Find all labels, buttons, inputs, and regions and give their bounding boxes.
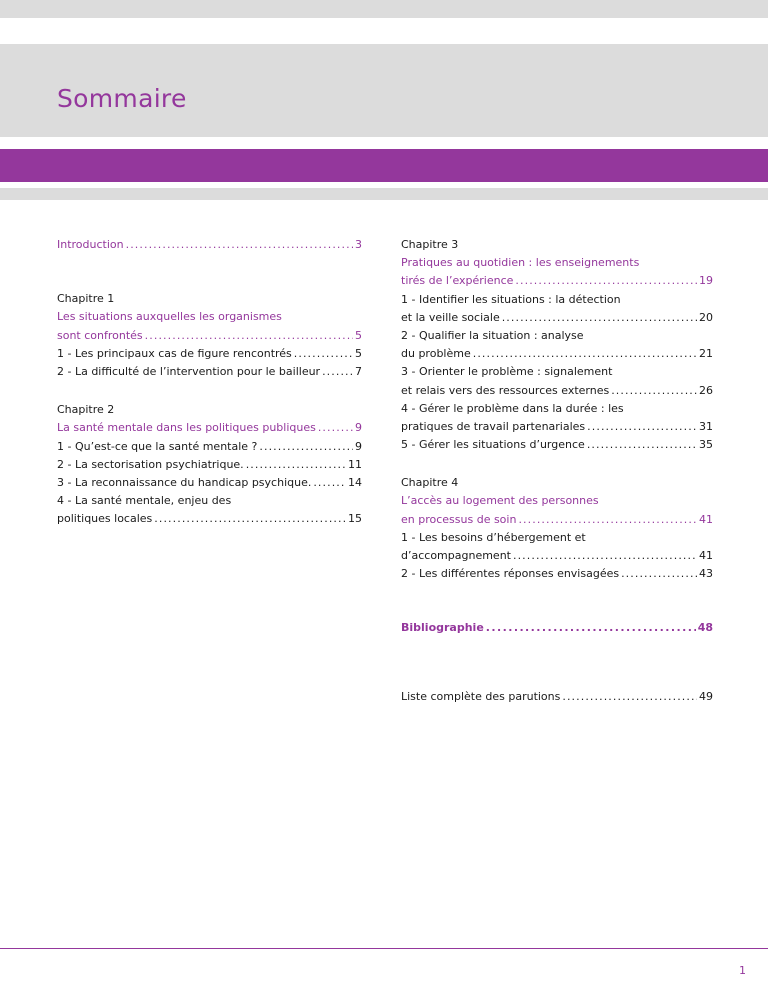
toc-entry-chapter-1[interactable] [57, 327, 362, 345]
toc-entry-3-4[interactable] [401, 418, 713, 436]
entry-text: Liste complète des parutions [401, 689, 561, 703]
entry-page: 20 [699, 310, 713, 324]
entry-text: Bibliographie [401, 621, 484, 635]
entry-text: 5 - Gérer les situations d’urgence [401, 438, 585, 452]
toc-entry-1-2[interactable] [57, 363, 362, 381]
entry-text: pratiques de travail partenariales [401, 419, 586, 433]
leader-dots [486, 619, 696, 637]
leader-dots [246, 456, 346, 474]
leader-dots [313, 474, 346, 492]
leader-dots [502, 309, 697, 327]
entry-text: en processus de soin [401, 512, 517, 526]
leader-dots [562, 688, 697, 706]
entry-text: Introduction [57, 238, 124, 251]
entry-text: 2 - La sectorisation psychiatrique. [57, 457, 244, 471]
entry-page: 48 [697, 621, 713, 635]
toc-entry-1-1[interactable] [57, 345, 362, 363]
leader-dots [473, 345, 697, 363]
footer-rule [0, 948, 768, 949]
entry-text: 1 - Qu’est-ce que la santé mentale ? [57, 439, 258, 453]
leader-dots [621, 565, 697, 583]
toc-entry-3-1[interactable] [401, 309, 713, 327]
toc-entry-3-5[interactable] [401, 436, 713, 454]
leader-dots [518, 511, 697, 529]
toc-entry-3-2-line-1[interactable]: 2 - Qualifier la situation : analyse [401, 328, 584, 342]
toc-entry-2-4[interactable] [57, 510, 362, 528]
chapter-2-label: Chapitre 2 [57, 403, 115, 417]
leader-dots [587, 436, 697, 454]
entry-text: sont confrontés [57, 328, 143, 342]
entry-page: 49 [699, 689, 713, 703]
entry-text: et relais vers des ressources externes [401, 383, 610, 397]
entry-text: La santé mentale dans les politiques publiques [57, 421, 316, 435]
page-number: 1 [739, 964, 746, 977]
chapter-1-title-line-1[interactable]: Les situations auxquelles les organismes [57, 310, 282, 324]
purple-band [0, 149, 768, 182]
entry-text: tirés de l’expérience [401, 274, 514, 288]
toc-entry-liste-parutions[interactable] [401, 688, 713, 706]
entry-page: 26 [699, 383, 713, 397]
entry-page: 14 [348, 475, 362, 489]
toc-entry-2-2[interactable] [57, 456, 362, 474]
entry-text: 2 - La difficulté de l’intervention pour le bailleur [57, 364, 321, 378]
leader-dots [145, 327, 353, 345]
entry-page: 15 [348, 512, 362, 526]
entry-text: 3 - La reconnaissance du handicap psychique. [57, 475, 312, 489]
entry-page: 31 [699, 419, 713, 433]
toc-entry-3-2[interactable] [401, 345, 713, 363]
toc-right-column [401, 236, 713, 706]
entry-page: 9 [355, 421, 362, 435]
leader-dots [587, 418, 697, 436]
leader-dots [318, 419, 353, 437]
toc-entry-3-3-line-1[interactable]: 3 - Orienter le problème : signalement [401, 365, 613, 379]
entry-page: 9 [355, 439, 362, 453]
entry-text: politiques locales [57, 512, 153, 526]
toc-entry-3-4-line-1[interactable]: 4 - Gérer le problème dans la durée : les [401, 401, 624, 415]
chapter-3-title-line-1[interactable]: Pratiques au quotidien : les enseignements [401, 256, 640, 270]
chapter-3-label: Chapitre 3 [401, 238, 459, 251]
entry-page: 7 [355, 364, 362, 378]
chapter-1-label: Chapitre 1 [57, 292, 115, 306]
entry-text: 2 - Les différentes réponses envisagées [401, 567, 620, 581]
entry-text: du problème [401, 347, 471, 361]
toc-entry-4-1-line-1[interactable]: 1 - Les besoins d’hébergement et [401, 530, 586, 544]
bottom-grey-band [0, 188, 768, 200]
toc-entry-bibliographie[interactable] [401, 619, 713, 637]
chapter-4-label: Chapitre 4 [401, 476, 459, 490]
entry-page: 11 [348, 457, 362, 471]
leader-dots [611, 382, 697, 400]
toc-entry-3-1-line-1[interactable]: 1 - Identifier les situations : la détection [401, 292, 621, 306]
entry-text: 1 - Les principaux cas de figure rencontrés [57, 346, 292, 360]
toc-entry-introduction[interactable] [57, 236, 362, 254]
toc-entry-2-3[interactable] [57, 474, 362, 492]
entry-text: d’accompagnement [401, 549, 511, 562]
chapter-4-title-line-1[interactable]: L’accès au logement des personnes [401, 494, 599, 508]
toc-entry-4-2[interactable] [401, 565, 713, 583]
page-title: Sommaire [57, 84, 187, 113]
leader-dots [322, 363, 353, 381]
entry-page: 43 [699, 567, 713, 581]
entry-page: 19 [699, 274, 713, 288]
toc-entry-3-3[interactable] [401, 382, 713, 400]
entry-page: 41 [699, 512, 713, 526]
entry-page: 5 [355, 346, 362, 360]
leader-dots [154, 510, 346, 528]
toc-entry-chapter-3[interactable] [401, 272, 713, 290]
toc-entry-chapter-4[interactable] [401, 511, 713, 529]
entry-page: 41 [699, 549, 713, 562]
top-grey-band [0, 0, 768, 18]
toc-entry-4-1[interactable] [401, 547, 713, 565]
toc-entry-2-4-line-1[interactable]: 4 - La santé mentale, enjeu des [57, 494, 232, 508]
entry-text: et la veille sociale [401, 310, 500, 324]
leader-dots [259, 438, 353, 456]
entry-page: 35 [699, 438, 713, 452]
entry-page: 5 [355, 328, 362, 342]
toc-entry-chapter-2[interactable] [57, 419, 362, 437]
toc-left-column [57, 236, 362, 528]
leader-dots [515, 272, 697, 290]
leader-dots [513, 547, 697, 565]
entry-page: 3 [355, 238, 362, 251]
toc-entry-2-1[interactable] [57, 438, 362, 456]
leader-dots [294, 345, 353, 363]
leader-dots [126, 236, 353, 254]
entry-page: 21 [699, 347, 713, 361]
